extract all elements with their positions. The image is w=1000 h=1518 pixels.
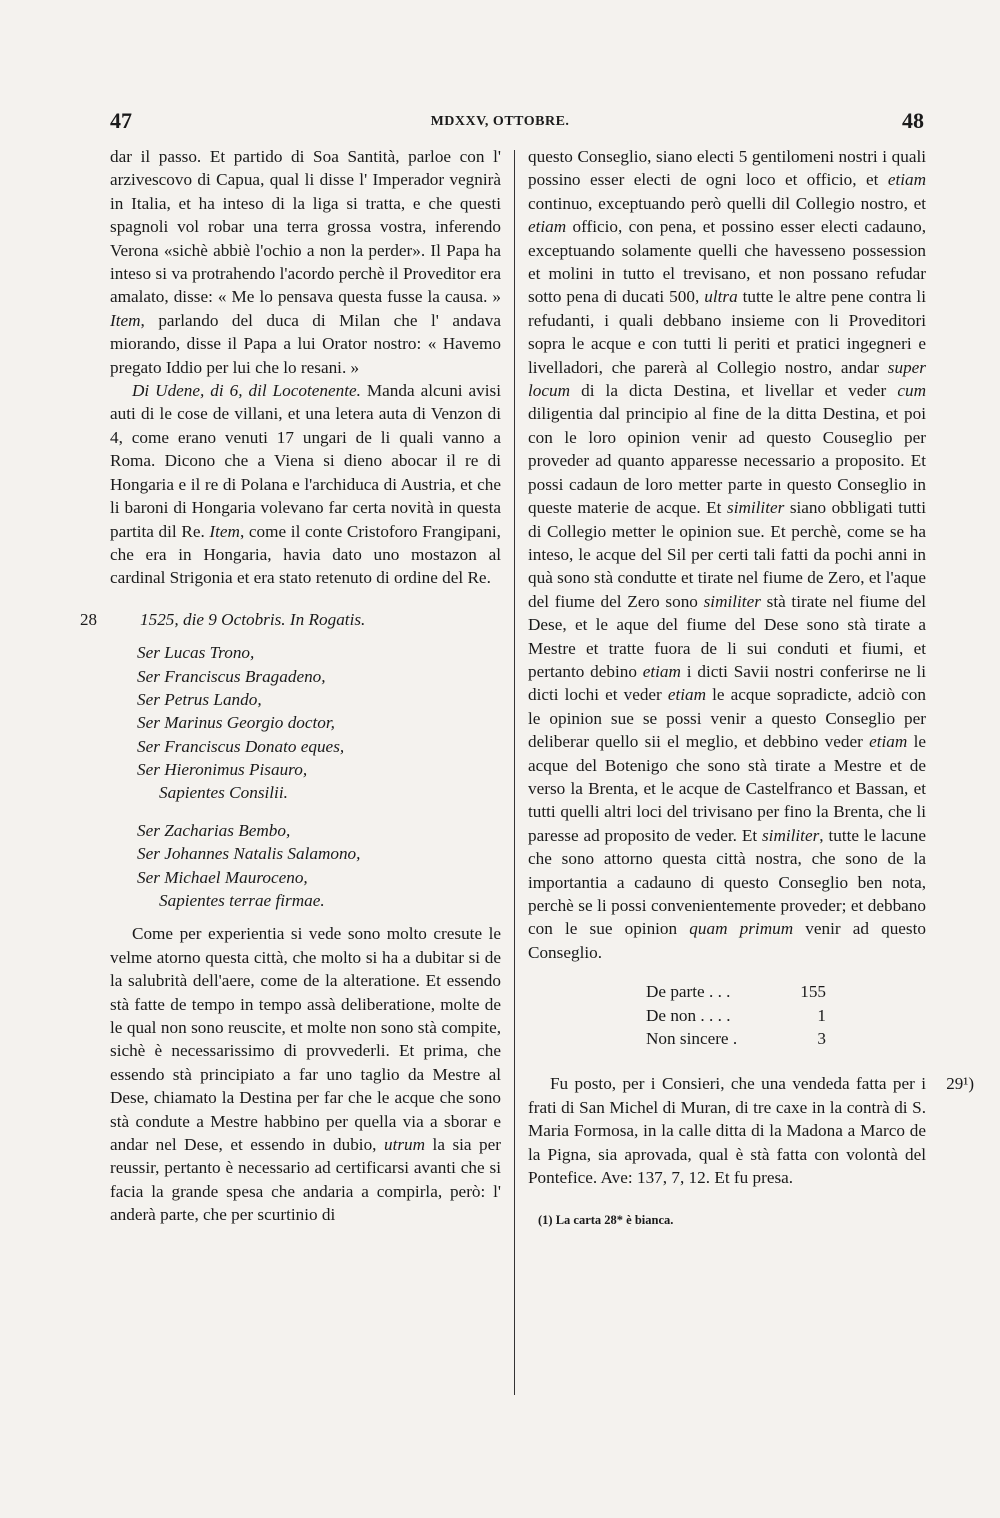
footnote: (1) La carta 28* è bianca.: [538, 1213, 674, 1228]
text-run: i dicti Savii nostri conferirse ne li dicti lochi et veder: [528, 661, 926, 705]
group-label: Sapientes Consilii.: [159, 783, 288, 803]
vote-label: Non sincere .: [646, 1029, 738, 1048]
text-run: questo Conseglio, siano electi 5 gentilomeni nostri i quali possino esser electi de ogni loco et officio, et: [528, 147, 926, 190]
italic-run: ultra: [704, 287, 738, 307]
text-run: , parlando del duca di Milan che l' andava miorando, disse il Papa a lui Orator nostro: « Havemo pregato Iddio per lui che lo resani. »: [110, 310, 501, 377]
text-run: stà tirate nel fiume del Dese, et le aque del fiume del Dese sono stà tirate a Mestre et tratte fuora de li sui conduti et fiumi, et pertanto debino: [528, 591, 926, 681]
vote-count: 1: [817, 1005, 826, 1025]
italic-run: etiam: [528, 217, 567, 237]
left-column: [80, 145, 502, 1227]
name-line: Ser Franciscus Donato eques,: [137, 736, 345, 756]
text-run: continuo, exceptuando però quelli dil Collegio nostro, et: [528, 193, 926, 213]
italic-run: similiter: [761, 825, 820, 845]
italic-run: utrum: [383, 1135, 426, 1155]
italic-run: similiter: [727, 498, 785, 518]
name-line: Ser Marinus Georgio doctor,: [137, 713, 335, 733]
name-line: Ser Hieronimus Pisauro,: [137, 760, 308, 780]
paragraph: [110, 379, 501, 590]
name-line: Ser Michael Mauroceno,: [137, 867, 308, 887]
italic-run: etiam: [667, 685, 707, 705]
name-line: Ser Lucas Trono,: [137, 643, 255, 663]
name-line: Ser Petrus Lando,: [137, 689, 262, 709]
italic-run: etiam: [642, 661, 681, 681]
italic-run: etiam: [887, 170, 926, 190]
text-run: tutte le altre pene contra li refudanti, i quali debbano insieme con li Proveditori sopra le acque e con tutti li periti et pratici ingegneri e livelladori, che parerà al Collegio nostro, andar: [528, 287, 926, 377]
vote-count: 3: [817, 1029, 826, 1048]
italic-run: similiter: [703, 591, 761, 611]
vote-row: [646, 1004, 926, 1027]
text-run: dar il passo. Et partido di Soa Santità, parloe con l' arzivescovo di Capua, qual li disse l' Imperador vegnirà in Italia, et ha inteso di la liga si tratta, e che questi spagnoli vol robar una terra grossa vostra, inferendo Verona «sichè abbiè l'ochio a non la perder». Il Papa ha inteso si va protrahendo l'acordo perchè il Proveditor era amalato, disse: « Me lo pensava questa fusse la causa. »: [110, 147, 501, 307]
vote-label: De parte . . .: [646, 982, 731, 1002]
italic-run: etiam: [869, 732, 908, 752]
italic-run: cum: [897, 381, 926, 401]
text-run: , come il conte Cristoforo Frangipani, che era in Hongaria, havia dato uno mostazon al cardinal Strigonia et era stato retenuto di ordine del Re.: [110, 521, 501, 588]
text-run: Come per experientia si vede sono molto cresute le velme atorno questa città, che molto si ha a dubitar si de la salubrità dell'aere, come de la alteratione. Et essendo stà fatte de tempo in tempo assà deliberatione, molte de le qual non sono reuscite, et molte non sono stà compite, sichè è necessarissimo di provvederli. Et prima, che essendo stà principiato a far uno taglio da Mestre al Dese, chiamato la Destina per far che le acque che sono stà condute a Mestre habbino per quella via a sborar e andar nel Dese, et essendo in dubio,: [110, 924, 501, 1155]
italic-run: super locum: [528, 357, 926, 401]
vote-row: [646, 1027, 926, 1050]
text-run: siano obbligati tutti di Collegio metter le opinion sue. Et perchè, come se ha inteso, le acque del Sil per certi tali fatti da pochi anni in quà sono stà condutte et tirate nel fiume de Zero, et l'aque del fiume del Zero sono: [528, 498, 926, 611]
page-header: [0, 108, 1000, 134]
name-line: Ser Franciscus Bragadeno,: [137, 666, 326, 686]
page-number-right: 48: [902, 108, 924, 133]
group-label: Sapientes terrae firmae.: [159, 891, 325, 911]
paragraph: [528, 1072, 974, 1189]
italic-run: quam primum: [689, 919, 794, 939]
running-head: MDXXV, OTTOBRE.: [430, 114, 570, 129]
vote-tally: [646, 980, 926, 1050]
vote-count: 155: [800, 982, 826, 1002]
text-run: le acque del Botenigo che sono stà tirate a Mestre et de verso la Brenta, et le acque de Castelfranco et Bassan, et tutti quelli altri loci del trivisano per fino la Brenta, che li paresse ad proposito de veder. Et: [528, 732, 927, 845]
text-run: Fu posto, per i Consieri, che una vendeda fatta per i frati di San Michel di Muran, di tre caxe in la contrà di S. Maria Formosa, in la calle ditta di la Madona a Marco de la Pigna, sia aprovada, qual è stà fatta con volontà del Pontefice. Ave: 137, 7, 12. Et fu presa.: [528, 1074, 926, 1188]
text-run: venir ad questo Conseglio.: [528, 919, 926, 962]
vote-row: [646, 980, 926, 1003]
margin-number: 28: [80, 609, 97, 629]
text-run: di la dicta Destina, et livellar et veder: [570, 381, 898, 401]
italic-run: Item: [209, 521, 240, 541]
decree-heading: [80, 608, 501, 631]
right-column: [528, 145, 974, 1233]
page-number-left: 47: [110, 108, 132, 133]
paragraph: [528, 145, 926, 964]
name-line: Ser Zacharias Bembo,: [137, 820, 291, 840]
text-run: diligentia dal principio al fine de la ditta Destina, et poi con le loro opinion venir ad questo Couseglio per proveder ad quanto apparesse necessario a proposito. Et possi cadaun de loro metter parte in questo Conseglio in queste materie de acque. Et: [528, 404, 926, 518]
paragraph: [110, 922, 501, 1226]
sapientes-terrae-firmae-list: [137, 819, 501, 913]
name-line: Ser Johannes Natalis Salamono,: [137, 844, 361, 864]
vote-label: De non . . . .: [646, 1005, 731, 1025]
text-run: la sia per reussir, pertanto è necessario ad certificarsi avanti che si facia la grande spesa che andaria a compirla, però: l' anderà parte, che per scurtinio di: [110, 1135, 501, 1225]
text-run: , tutte le lacune che sono attorno questa città nostra, che sono de la importantia a cadauno di questo Conseglio ben nota, perchè se li possi convenientemente proveder; et debbano con le sue opinion: [528, 825, 926, 939]
decree-title: 1525, die 9 Octobris. In Rogatis.: [140, 609, 366, 629]
text-run: officio, con pena, et possino esser electi cadauno, exceptuando solamente quelli che havesseno possession et molini in tutto el trevisano, et non possano refudar sotto pena di ducati 500,: [528, 217, 926, 307]
text-run: Manda alcuni avisi auti di le cose de villani, et una letera auta di Venzon di 4, come erano venuti 17 ungari de li quali vanno a Roma. Dicono che a Viena si dieno abocar il re di Hongaria e il re di Polana e l'archiduca di Austria, et che li baroni di Hongaria volevano far certa novità in questa partita dil Re.: [110, 381, 502, 541]
margin-number: 29¹): [946, 1074, 974, 1094]
paragraph: [110, 145, 501, 379]
italic-run: Item: [110, 310, 141, 330]
column-divider: [514, 150, 515, 1395]
sapientes-consilii-list: [137, 641, 501, 805]
italic-run: Di Udene, di 6, dil Locotenente.: [132, 381, 361, 401]
text-run: le acque sopradicte, adciò con le opinion sue se possi venir a questo Conseglio per deliberar quello sii el meglio, et debbino veder: [528, 685, 926, 752]
